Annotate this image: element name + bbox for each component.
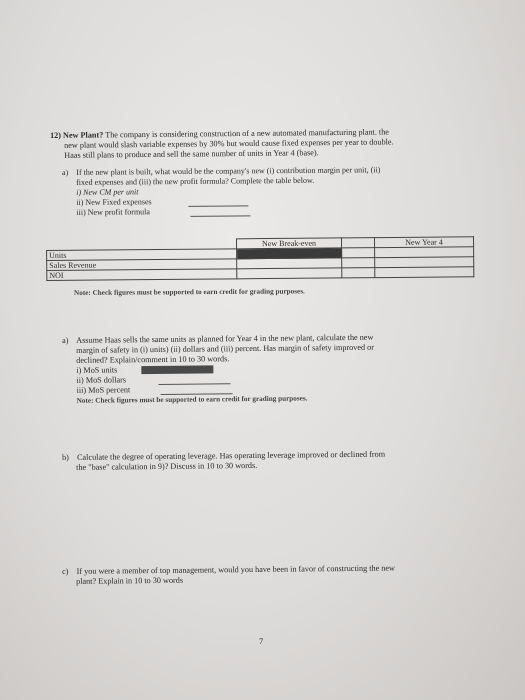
part-c: [62, 564, 395, 587]
table-cell[interactable]: [237, 268, 342, 279]
part-b: [62, 450, 385, 473]
page-number: 7: [259, 636, 264, 646]
part-a-marker: a): [62, 167, 69, 177]
part-a2-marker: a): [62, 335, 69, 345]
question-number: 12): [50, 130, 62, 140]
part-a-item-3: iii) New profit formula: [76, 207, 150, 217]
table-cell[interactable]: [342, 268, 375, 278]
part-a-item-1: i) New CM per unit: [76, 187, 139, 197]
part-a-margin-of-safety: [62, 333, 374, 406]
part-c-line-1: If you were a member of top management, would you have been in favor of constructing the new: [76, 563, 395, 576]
part-c-marker: c): [62, 566, 69, 576]
table-cell[interactable]: [375, 267, 474, 278]
question-text-3: Haas still plans to produce and sell the same number of units in Year 4 (base).: [64, 148, 319, 160]
table-cell[interactable]: [342, 248, 375, 258]
answer-blank[interactable]: [190, 209, 250, 217]
question-12: [50, 127, 394, 161]
question-title: New Plant?: [62, 130, 104, 140]
note-check-figures: Note: Check figures must be supported to earn credit for grading purposes.: [76, 394, 308, 405]
part-a2-line-2: margin of safety in (i) units) (ii) dollars and (iii) percent. Has margin of safety improved or: [76, 342, 374, 355]
row-label: Units: [47, 249, 237, 261]
table-header: New Break-even: [236, 238, 341, 249]
part-a-line-1: If the new plant is built, what would be the company's new (i) contribution margin per unit, (ii): [76, 165, 381, 177]
table-cell[interactable]: [342, 258, 375, 268]
part-c-line-2: plant? Explain in 10 to 30 words: [76, 575, 184, 586]
highlighted-blank[interactable]: [141, 366, 213, 375]
part-a2-line-3: declined? Explain/comment in 10 to 30 words.: [76, 354, 230, 365]
row-label: NOI: [47, 269, 237, 281]
table-header: New Year 4: [374, 237, 473, 248]
part-b-line-1: Calculate the degree of operating leverage. Has operating leverage improved or declined from: [77, 449, 386, 462]
part-a-line-2: fixed expenses and (iii) the new profit formula? Complete the table below.: [76, 175, 315, 187]
mos-dollars-label: ii) MoS dollars: [76, 375, 127, 385]
mos-units-label: i) MoS units: [76, 365, 118, 375]
part-a: [62, 165, 381, 218]
question-text-2: new plant would slash variable expenses by 30% but would cause fixed expenses per year to double.: [64, 137, 394, 150]
part-a-item-2: ii) New Fixed expenses: [76, 197, 152, 207]
note-check-figures: Note: Check figures must be supported to earn credit for grading purposes.: [74, 287, 305, 297]
break-even-table: [46, 236, 474, 281]
question-text-1: The company is considering construction of a new automated manufacturing plant. the: [105, 127, 389, 140]
mos-percent-label: iii) MoS percent: [76, 385, 131, 395]
part-a2-line-1: Assume Haas sells the same units as planned for Year 4 in the new plant, calculate the new: [76, 332, 374, 345]
part-b-marker: b): [62, 452, 69, 462]
part-b-line-2: the "base" calculation in 9)? Discuss in 10 to 30 words.: [76, 460, 258, 472]
row-label: Sales Revenue: [47, 259, 237, 271]
